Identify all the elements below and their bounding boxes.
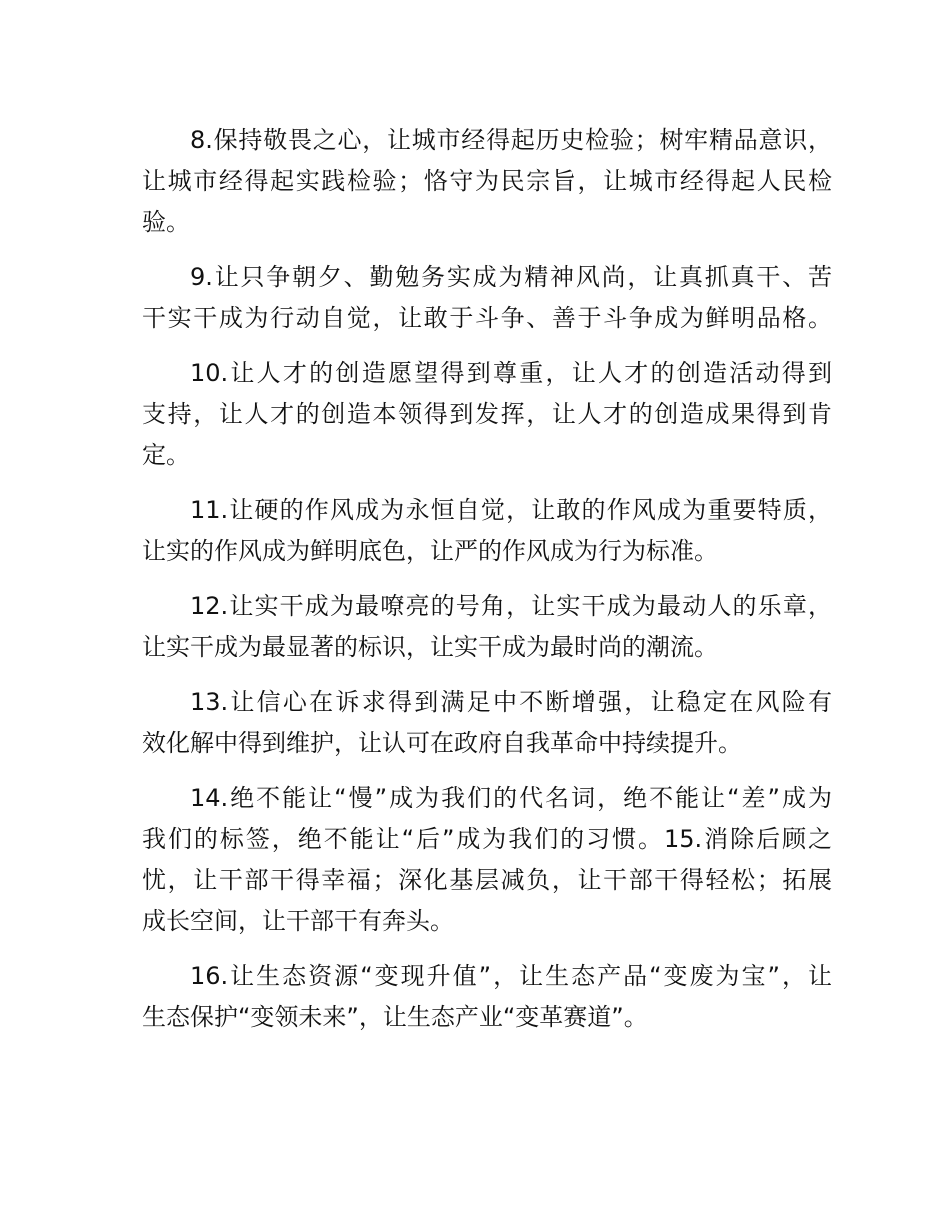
text-line: 14.绝不能让“慢”成为我们的代名词，绝不能让“差”成为 bbox=[190, 784, 832, 812]
text-line: 我们的标签，绝不能让“后”成为我们的习惯。15.消除后顾之 bbox=[142, 825, 832, 853]
text-line: 8.保持敬畏之心，让城市经得起历史检验；树牢精品意识， bbox=[190, 126, 832, 154]
text-line: 9.让只争朝夕、勤勉务实成为精神风尚，让真抓真干、苦 bbox=[190, 263, 832, 291]
text-line: 干实干成为行动自觉，让敢于斗争、善于斗争成为鲜明品格。 bbox=[142, 304, 832, 332]
text-line: 12.让实干成为最嘹亮的号角，让实干成为最动人的乐章， bbox=[190, 592, 832, 620]
paragraph bbox=[142, 490, 832, 572]
text-line: 13.让信心在诉求得到满足中不断增强，让稳定在风险有 bbox=[190, 688, 832, 716]
text-line: 忧，让干部干得幸福；深化基层减负，让干部干得轻松；拓展 bbox=[142, 866, 832, 894]
text-line: 效化解中得到维护，让认可在政府自我革命中持续提升。 bbox=[142, 729, 742, 757]
text-line: 让实的作风成为鲜明底色，让严的作风成为行为标准。 bbox=[142, 537, 718, 565]
text-line: 成长空间，让干部干有奔头。 bbox=[142, 907, 454, 935]
paragraph bbox=[142, 120, 832, 243]
text-line: 生态保护“变领未来”，让生态产业“变革赛道”。 bbox=[142, 1003, 648, 1031]
text-line: 让城市经得起实践检验；恪守为民宗旨，让城市经得起人民检 bbox=[142, 167, 832, 195]
text-line: 10.让人才的创造愿望得到尊重，让人才的创造活动得到 bbox=[190, 359, 832, 387]
text-line: 让实干成为最显著的标识，让实干成为最时尚的潮流。 bbox=[142, 633, 718, 661]
text-line: 支持，让人才的创造本领得到发挥，让人才的创造成果得到肯 bbox=[142, 400, 832, 428]
paragraph bbox=[142, 778, 832, 942]
text-line: 11.让硬的作风成为永恒自觉，让敢的作风成为重要特质， bbox=[190, 496, 832, 524]
paragraph bbox=[142, 353, 832, 476]
paragraph bbox=[142, 682, 832, 764]
paragraph bbox=[142, 586, 832, 668]
text-line: 16.让生态资源“变现升值”，让生态产品“变废为宝”，让 bbox=[190, 962, 832, 990]
text-line: 验。 bbox=[142, 208, 190, 236]
paragraph bbox=[142, 257, 832, 339]
text-line: 定。 bbox=[142, 441, 190, 469]
paragraph bbox=[142, 956, 832, 1038]
document-page bbox=[142, 120, 832, 1052]
